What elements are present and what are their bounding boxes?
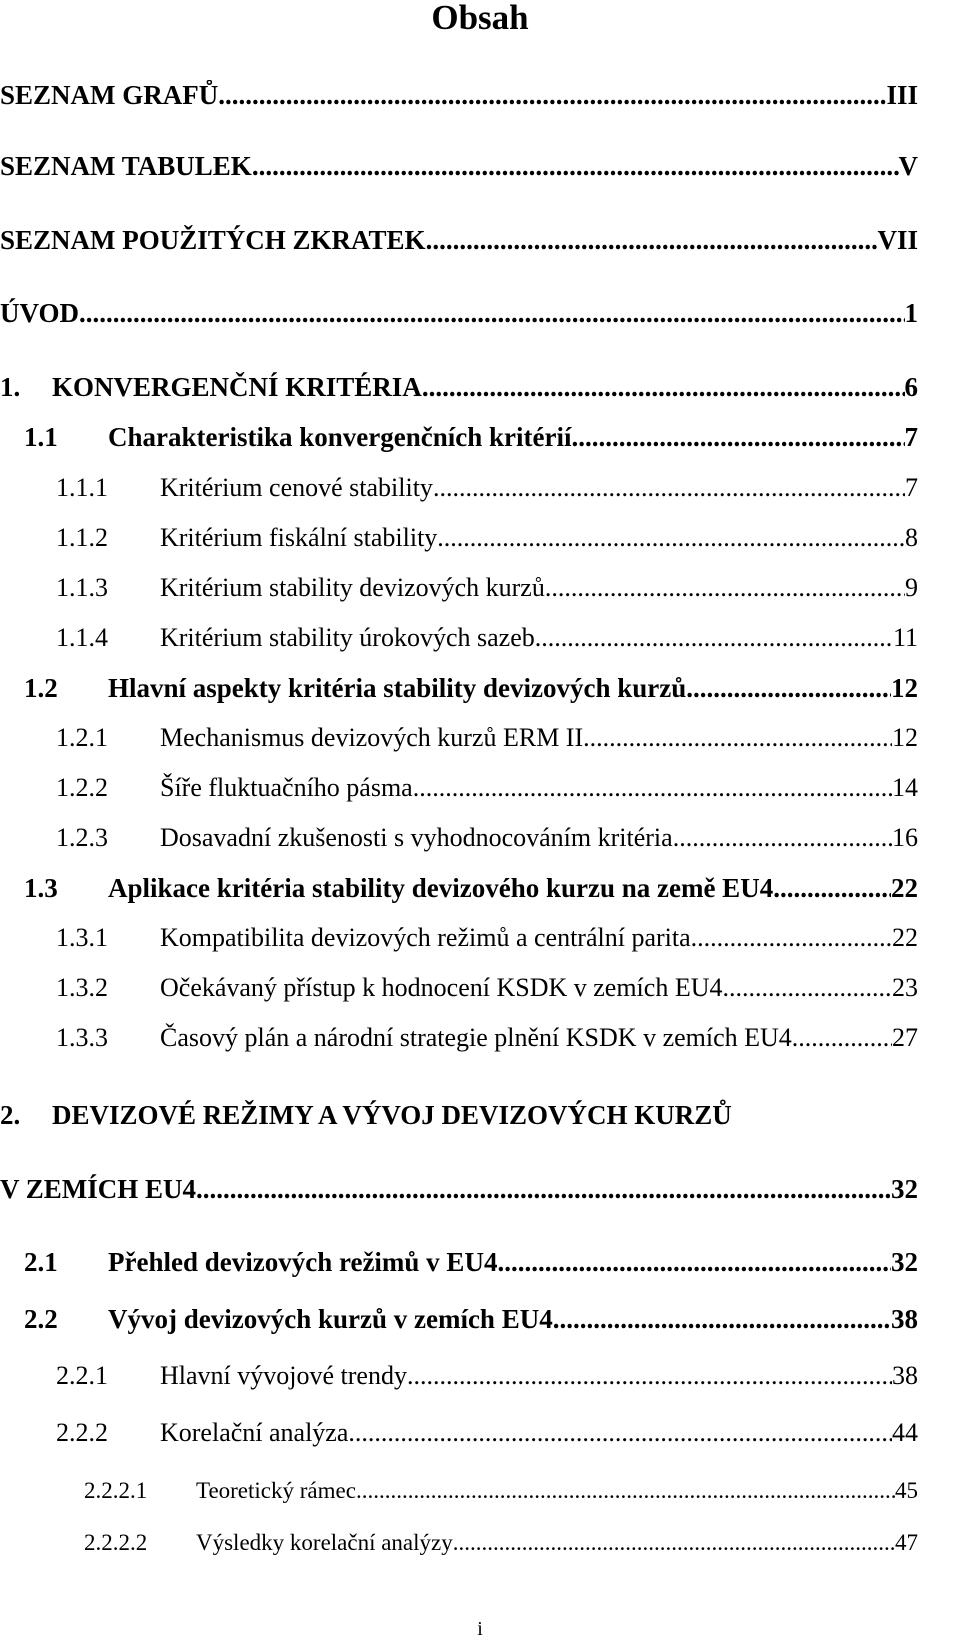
toc-entry-number: 1.1.3 bbox=[56, 573, 108, 602]
toc-leader-dots bbox=[426, 225, 878, 256]
toc-entry-text: Kritérium cenové stability bbox=[160, 473, 433, 502]
toc-entry-chapter-2-first-line[interactable] bbox=[0, 1100, 732, 1131]
toc-leader-dots bbox=[433, 473, 905, 503]
toc-entry-section-1-1-2[interactable] bbox=[56, 523, 918, 553]
toc-entry-number: 1.1 bbox=[24, 422, 58, 452]
footer-page-number: i bbox=[477, 1618, 483, 1640]
toc-page-number: 27 bbox=[892, 1023, 918, 1052]
toc-entry-text: Mechanismus devizových kurzů ERM II bbox=[160, 723, 584, 752]
toc-page-number: 22 bbox=[892, 923, 918, 952]
toc-entry-number: 1.2 bbox=[24, 673, 58, 703]
toc-entry-text: Dosavadní zkušenosti s vyhodnocováním kritéria bbox=[160, 823, 673, 852]
toc-page-number: 12 bbox=[891, 673, 918, 703]
toc-entry-intro[interactable] bbox=[0, 298, 918, 329]
toc-page-number: 9 bbox=[905, 573, 918, 602]
toc-entry-number: 1. bbox=[0, 372, 21, 402]
toc-entry-section-1-2[interactable] bbox=[24, 673, 918, 704]
toc-entry-number: 1.2.3 bbox=[56, 823, 108, 852]
toc-leader-dots bbox=[691, 923, 892, 953]
toc-entry-section-1-2-1[interactable] bbox=[56, 723, 918, 753]
toc-leader-dots bbox=[218, 80, 886, 111]
toc-entry-text: Kritérium stability úrokových sazeb bbox=[160, 623, 535, 652]
toc-leader-dots bbox=[453, 1530, 895, 1556]
toc-entry-section-2-2-2-1[interactable] bbox=[84, 1478, 918, 1504]
toc-leader-dots bbox=[413, 773, 892, 803]
toc-page-number: 11 bbox=[892, 623, 918, 652]
toc-page-number: V bbox=[898, 151, 918, 181]
toc-entry-section-1-1-4[interactable] bbox=[56, 623, 918, 653]
toc-entry-text: SEZNAM TABULEK bbox=[0, 151, 252, 181]
toc-entry-number: 2. bbox=[0, 1100, 21, 1130]
toc-leader-dots bbox=[792, 1023, 892, 1053]
toc-entry-text: ÚVOD bbox=[0, 298, 79, 328]
toc-leader-dots bbox=[252, 151, 899, 182]
toc-leader-dots bbox=[722, 973, 892, 1003]
toc-entry-text: Aplikace kritéria stability devizového kurzu na země EU4 bbox=[108, 873, 774, 903]
toc-page-number: 23 bbox=[892, 973, 918, 1002]
toc-leader-dots bbox=[686, 673, 891, 704]
toc-entry-section-1-3-2[interactable] bbox=[56, 973, 918, 1003]
toc-page-number: 7 bbox=[905, 473, 918, 502]
toc-entry-number: 1.2.1 bbox=[56, 723, 108, 752]
toc-entry-text: Charakteristika konvergenčních kritérií bbox=[108, 422, 572, 452]
toc-entry-section-2-1[interactable] bbox=[24, 1247, 918, 1278]
toc-leader-dots bbox=[545, 573, 905, 603]
toc-leader-dots bbox=[79, 298, 905, 329]
toc-leader-dots bbox=[497, 1247, 891, 1278]
toc-leader-dots bbox=[583, 723, 892, 753]
toc-leader-dots bbox=[407, 1361, 892, 1391]
toc-entry-section-2-2[interactable] bbox=[24, 1304, 918, 1335]
toc-leader-dots bbox=[773, 873, 891, 904]
toc-entry-text: Hlavní aspekty kritéria stability devizových kurzů bbox=[108, 673, 687, 703]
toc-entry-number: 2.2.2.1 bbox=[84, 1478, 148, 1503]
toc-entry-list-of-abbreviations[interactable] bbox=[0, 225, 918, 256]
toc-leader-dots bbox=[673, 823, 892, 853]
toc-page-number: 7 bbox=[904, 422, 918, 452]
toc-entry-number: 1.3.3 bbox=[56, 1023, 108, 1052]
toc-entry-number: 1.2.2 bbox=[56, 773, 108, 802]
toc-entry-number: 1.1.2 bbox=[56, 523, 108, 552]
toc-entry-text: DEVIZOVÉ REŽIMY A VÝVOJ DEVIZOVÝCH KURZŮ bbox=[52, 1100, 732, 1130]
toc-leader-dots bbox=[348, 1418, 892, 1448]
toc-entry-text: SEZNAM GRAFŮ bbox=[0, 80, 219, 110]
toc-entry-section-2-2-2[interactable] bbox=[56, 1418, 918, 1448]
toc-entry-section-1-3-3[interactable] bbox=[56, 1023, 918, 1053]
toc-page-number: 14 bbox=[892, 773, 918, 802]
toc-entry-text: Výsledky korelační analýzy bbox=[196, 1530, 453, 1555]
toc-entry-section-1-1-3[interactable] bbox=[56, 573, 918, 603]
toc-entry-text: Vývoj devizových kurzů v zemích EU4 bbox=[108, 1304, 553, 1334]
toc-entry-text: Šíře fluktuačního pásma bbox=[160, 773, 413, 802]
toc-page-number: 38 bbox=[892, 1361, 918, 1390]
toc-page-number: 22 bbox=[891, 873, 918, 903]
toc-leader-dots bbox=[196, 1174, 891, 1205]
toc-page-number: 16 bbox=[892, 823, 918, 852]
toc-entry-section-1-2-2[interactable] bbox=[56, 773, 918, 803]
toc-leader-dots bbox=[571, 422, 904, 453]
toc-page-number: VII bbox=[877, 225, 918, 255]
toc-entry-number: 2.1 bbox=[24, 1247, 58, 1277]
toc-entry-section-1-1[interactable] bbox=[24, 422, 918, 453]
toc-entry-section-1-3[interactable] bbox=[24, 873, 918, 904]
toc-entry-text: Korelační analýza bbox=[160, 1418, 349, 1447]
toc-page-number: 8 bbox=[905, 523, 918, 552]
toc-entry-text: Kompatibilita devizových režimů a centrální parita bbox=[160, 923, 691, 952]
toc-page-number: 45 bbox=[895, 1478, 918, 1503]
toc-page-number: 44 bbox=[892, 1418, 918, 1447]
toc-entry-number: 2.2.2.2 bbox=[84, 1530, 148, 1555]
toc-entry-list-of-tables[interactable] bbox=[0, 151, 918, 182]
toc-page-number: 32 bbox=[891, 1174, 918, 1204]
toc-entry-number: 2.2 bbox=[24, 1304, 58, 1334]
toc-page-number: 1 bbox=[904, 298, 918, 328]
toc-leader-dots bbox=[553, 1304, 891, 1335]
toc-entry-number: 1.1.4 bbox=[56, 623, 108, 652]
toc-page-number: III bbox=[886, 80, 918, 110]
toc-entry-number: 1.1.1 bbox=[56, 473, 108, 502]
toc-entry-chapter-1[interactable] bbox=[0, 372, 918, 403]
toc-page-number: 12 bbox=[892, 723, 918, 752]
toc-entry-text: Přehled devizových režimů v EU4 bbox=[108, 1247, 498, 1277]
toc-leader-dots bbox=[535, 623, 893, 653]
page-title: Obsah bbox=[431, 0, 529, 37]
toc-leader-dots bbox=[356, 1478, 895, 1504]
toc-entry-text: KONVERGENČNÍ KRITÉRIA bbox=[52, 372, 422, 402]
toc-leader-dots bbox=[422, 372, 905, 403]
toc-entry-section-2-2-1[interactable] bbox=[56, 1361, 918, 1391]
toc-entry-text: Časový plán a národní strategie plnění KSDK v zemích EU4 bbox=[160, 1023, 792, 1052]
toc-entry-text: Kritérium stability devizových kurzů bbox=[160, 573, 545, 602]
toc-entry-text: V ZEMÍCH EU4 bbox=[0, 1174, 197, 1204]
toc-entry-list-of-graphs[interactable] bbox=[0, 80, 918, 111]
toc-entry-section-1-3-1[interactable] bbox=[56, 923, 918, 953]
toc-entry-text: Hlavní vývojové trendy bbox=[160, 1361, 407, 1390]
toc-leader-dots bbox=[437, 523, 905, 553]
toc-entry-text: Očekávaný přístup k hodnocení KSDK v zemích EU4 bbox=[160, 973, 723, 1002]
toc-entry-text: SEZNAM POUŽITÝCH ZKRATEK bbox=[0, 225, 426, 255]
toc-entry-section-2-2-2-2[interactable] bbox=[84, 1530, 918, 1556]
toc-page-number: 32 bbox=[891, 1247, 918, 1277]
toc-entry-number: 1.3 bbox=[24, 873, 58, 903]
toc-entry-section-1-2-3[interactable] bbox=[56, 823, 918, 853]
toc-entry-chapter-2[interactable] bbox=[0, 1174, 918, 1205]
toc-entry-text: Kritérium fiskální stability bbox=[160, 523, 438, 552]
toc-entry-text: Teoretický rámec bbox=[196, 1478, 356, 1503]
toc-entry-number: 1.3.1 bbox=[56, 923, 108, 952]
toc-page-number: 38 bbox=[891, 1304, 918, 1334]
toc-entry-number: 1.3.2 bbox=[56, 973, 108, 1002]
toc-entry-section-1-1-1[interactable] bbox=[56, 473, 918, 503]
toc-page-number: 6 bbox=[904, 372, 918, 402]
toc-entry-number: 2.2.1 bbox=[56, 1361, 108, 1390]
toc-entry-number: 2.2.2 bbox=[56, 1418, 108, 1447]
toc-page-number: 47 bbox=[895, 1530, 918, 1555]
